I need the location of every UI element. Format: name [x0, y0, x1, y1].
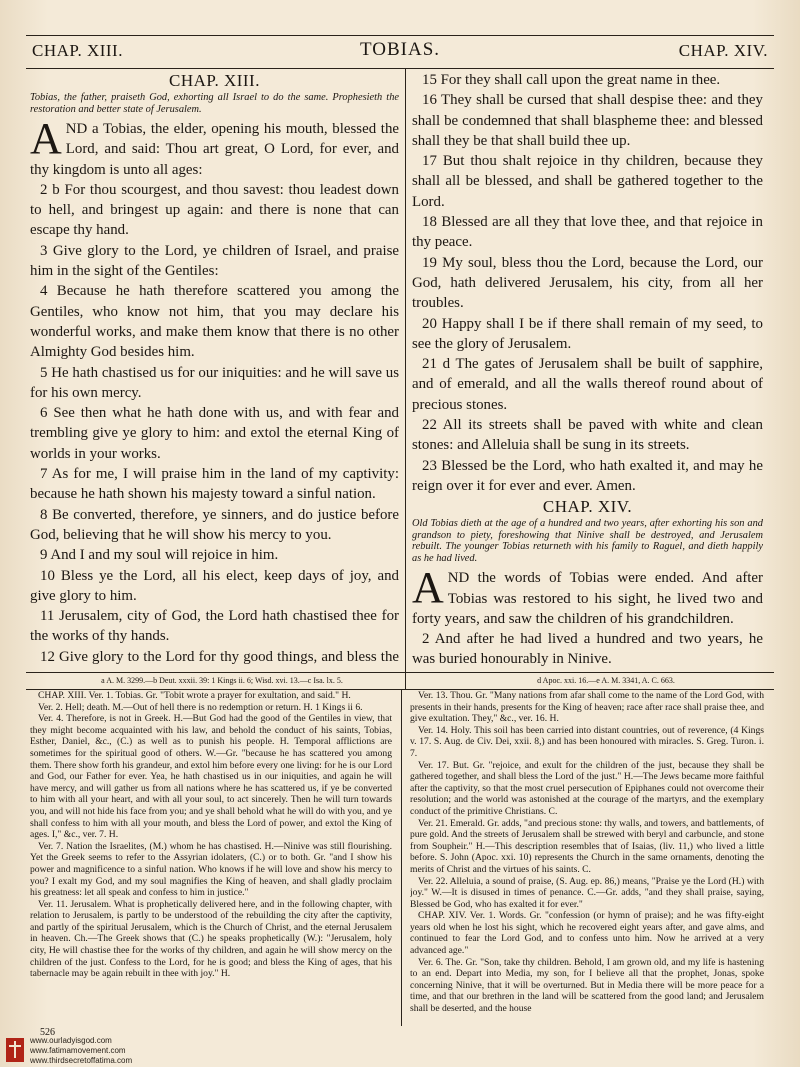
running-header: [26, 35, 774, 69]
verse: 3 Give glory to the Lord, ye children of Israel, and praise him in the sight of the Gentiles:: [30, 242, 399, 280]
page-number: 526: [40, 1027, 55, 1038]
commentary-note: Ver. 13. Thou. Gr. "Many nations from afar shall come to the name of the Lord God, with presents in their hands, presents for the King of heaven; race after race shall praise thee, and give exultation. They," &c., ver. 16. H.: [410, 690, 764, 725]
commentary-right: [410, 690, 764, 1030]
verse: 5 He hath chastised us for our iniquities: and he will save us for his own mercy.: [30, 364, 399, 401]
verse: 8 Be converted, therefore, ye sinners, and do justice before God, believing that he will show his mercy to you.: [30, 506, 399, 543]
chapter-13-title: CHAP. XIII.: [169, 71, 260, 90]
verse: 2 b For thou scourgest, and thou savest: thou leadest down to hell, and bringest up again: and there is none that can escape thy hand.: [30, 181, 399, 239]
header-center: TOBIAS.: [359, 39, 441, 60]
header-left: CHAP. XIII.: [32, 41, 123, 60]
verse: 15 For they shall call upon the great name in thee.: [422, 72, 721, 88]
dropcap: A: [412, 563, 444, 613]
verse: 17 But thou shalt rejoice in thy children, because they shall all be blessed, and shall be gathered together to the Lord.: [412, 153, 763, 210]
verse: 22 All its streets shall be paved with white and clean stones: and Alleluia shall be sung in its streets.: [412, 417, 763, 454]
commentary-note: Ver. 4. Therefore, is not in Greek. H.—But God had the good of the Gentiles in view, that they might become acquainted with his law, and behold the conduct of his saints, Tobias, Esther, Daniel, &c., (C.) as well as to punish his people. H. Temporal afflictions are sometimes for the spiritual good of others. W.—Gr. "because he has scattered you among them. There show forth his grandeur, and extol him before every one living: for he is our Lord and God, our Father for ever. Yea, he hath chastised us in our iniquities, and again he will have mercy, and will gather us from all nations where he has scattered us, if ye be converted to him with all your heart, and with all your soul, to act sincerely. Then he will turn towards you, and will not hide his face from you; and ye shall behold what he will do with you, and ye shall confess to him with all your mouth, and bless the Lord of power, and extol the King of ages. I," &c., ver. 7. H.: [30, 713, 392, 841]
verse: 21 d The gates of Jerusalem shall be built of sapphire, and of emerald, and all the walls thereof round about of precious stones.: [412, 356, 763, 413]
verse: 2 And after he had lived a hundred and two years, he was buried honourably in Ninive.: [412, 631, 763, 668]
footnote-right: d Apoc. xxi. 16.—e A. M. 3341, A. C. 663.: [537, 676, 675, 685]
commentary-note: Ver. 17. But. Gr. "rejoice, and exult for the children of the just, because they shall be gathered together, and shall bless the Lord of the just." H.—The Jews became more faithful after the captivity, so that the most cruel persecution of Epiphanes could not overcome their resolution; and the world was astonished at the courage of the martyrs, and the exemplary conduct of the primitive Christians. C.: [410, 759, 764, 817]
commentary-left: [30, 690, 392, 1030]
footnote-left: a A. M. 3299.—b Deut. xxxii. 39: 1 Kings ii. 6; Wisd. xvi. 13.—c Isa. lx. 5.: [101, 676, 343, 685]
footer-links: [30, 1036, 132, 1066]
dropcap: A: [30, 114, 62, 163]
verse: AND a Tobias, the elder, opening his mouth, blessed the Lord, and said: Thou art great, O Lord, for ever, and thy kingdom is unto all ages:: [30, 114, 399, 178]
commentary-note: CHAP. XIII. Ver. 1. Tobias. Gr. "Tobit wrote a prayer for exultation, and said." H.: [38, 690, 351, 701]
verse: 12 Give glory to the Lord for thy good things, and bless the: [40, 648, 399, 665]
verse: 4 Because he hath therefore scattered you among the Gentiles, who know not him, that you may declare his wonderful works, and make them know that there is no other Almighty God besides him.: [30, 283, 399, 361]
verse: 11 Jerusalem, city of God, the Lord hath chastised thee for the works of thy hands.: [30, 608, 399, 645]
chapter-13-summary: Tobias, the father, praiseth God, exhorting all Israel to do the same. Prophesieth the restoration and better state of Jerusalem.: [30, 92, 399, 115]
verse: 20 Happy shall I be if there shall remain of my seed, to see the glory of Jerusalem.: [412, 315, 763, 352]
commentary-note: Ver. 21. Emerald. Gr. adds, "and precious stone: thy walls, and towers, and battlements, of pure gold. And the streets of Jerusalem shall be strewed with beryl and carbuncle, and stone from Soupheir." H.—This description resembles that of Isaias, (liv. 11,) who lived a little before. S. John (Apoc. xxi. 10) represents the Church in the same ornaments, denoting the merits of Christ and the virtues of his saints. C.: [410, 817, 764, 875]
verse: 9 And I and my soul will rejoice in him.: [40, 547, 279, 564]
verse: 7 As for me, I will praise him in the land of my captivity: because he hath shown his majesty toward a sinful nation.: [30, 466, 399, 503]
commentary-divider: [401, 690, 402, 1026]
right-text-column: [412, 70, 763, 668]
verse: AND the words of Tobias were ended. And after Tobias was restored to his sight, he lived two and forty years, and saw the children of his grandchildren.: [412, 563, 763, 627]
chapter-14-title: CHAP. XIV.: [542, 497, 633, 517]
left-text-column: [30, 70, 399, 668]
verse: 18 Blessed are all they that love thee, and that rejoice in thy peace.: [412, 214, 763, 251]
footnote-divider: [405, 673, 406, 689]
verse: 19 My soul, bless thou the Lord, because the Lord, our God, hath delivered Jerusalem, his city, from all her troubles.: [412, 254, 763, 312]
header-right: CHAP. XIV.: [678, 41, 768, 60]
verse: 10 Bless ye the Lord, all his elect, keep days of joy, and give glory to him.: [30, 567, 399, 604]
verse: 6 See then what he hath done with us, and with fear and trembling give ye glory to him: and extol the eternal King of worlds in your works.: [30, 405, 399, 462]
commentary-note: Ver. 22. Alleluia, a sound of praise, (S. Aug. ep. 86,) means, "Praise ye the Lord (H.) with joy." W.—It is disused in times of penance. C.—Gr. adds, "and they shall praise, saying, Blessed be God, who has exalted it for ever.": [410, 875, 764, 910]
footer-link[interactable]: www.ourladyisgod.com: [30, 1036, 112, 1045]
chapter-14-summary: Old Tobias dieth at the age of a hundred and two years, after exhorting his son and grandson to piety, foreshowing that Ninive shall be destroyed, and Jerusalem rebuilt. The younger Tobias returneth with his family to Raguel, and dieth happily as he had lived.: [412, 518, 763, 564]
commentary-note: Ver. 11. Jerusalem. What is prophetically delivered here, and in the following chapter, with relation to Jerusalem, is partly to be understood of the rebuilding the city after the captivity, and partly of the spiritual Jerusalem, which is the Church of Christ, and the eternal Jerusalem in heaven. Ch.—The Greek shows that (C.) he speaks prophetically (W.): "Jerusalem, holy city, He will chastise thee for the works of thy children, and again he will show mercy on the children of the just. Confess to the Lord, for he is good; and bless the King of ages, that his tabernacle may be again rebuilt in thee with joy." H.: [30, 898, 392, 980]
commentary-note: Ver. 6. The. Gr. "Son, take thy children. Behold, I am grown old, and my life is hastening to an end. Depart into Media, my son, for I believe all that the prophet, Jonas, spoke concerning Ninive, that it will be overturned. But in Media there will be more peace for a time, and that our brethren in the land will be scattered from the good land; and Jerusalem shall be deserted, and the house: [410, 956, 764, 1015]
commentary-note: Ver. 2. Hell; death. M.—Out of hell there is no redemption or return. H. 1 Kings ii 6.: [38, 701, 363, 713]
footer-link[interactable]: www.thirdsecretoffatima.com: [30, 1056, 133, 1065]
footnotes: [26, 672, 774, 690]
verse: 16 They shall be cursed that shall despise thee: and they shall be condemned that shall blaspheme thee: and blessed shall they be that shall build thee up.: [412, 92, 763, 149]
column-divider: [405, 68, 406, 672]
commentary-note: CHAP. XIV. Ver. 1. Words. Gr. "confession (or hymn of praise); and he was fifty-eight years old when he lost his sight, which he recovered eight years after, and gave alms, and continued to fear the Lord God, and to confess unto him. Now he arrived at a very advanced age.": [410, 910, 764, 957]
cross-logo-icon: [6, 1038, 24, 1062]
commentary-note: Ver. 7. Nation the Israelites, (M.) whom he has chastised. H.—Ninive was still flourishing. Yet the Greek seems to refer to the Assyrian idolaters, (C.) or to both. Gr. "and I show his power and magnificence to a sinful nation. Who knows if he will love and show his mercy to you? I exalt my God, and my soul magnifies the King of heaven, and shall gladly proclaim his greatness: let all speak and confess to him in justice.": [30, 840, 392, 899]
verse: 23 Blessed be the Lord, who hath exalted it, and may he reign over it for ever and ever. Amen.: [412, 457, 763, 494]
commentary-note: Ver. 14. Holy. This soil has been carried into distant countries, out of reverence, (4 Kings v. 17. S. Aug. de Civ. Dei, xxii. 8,) and has been honoured with miracles. S. Greg. Turon. i. 7.: [410, 724, 764, 759]
footer-link[interactable]: www.fatimamovement.com: [30, 1046, 126, 1055]
